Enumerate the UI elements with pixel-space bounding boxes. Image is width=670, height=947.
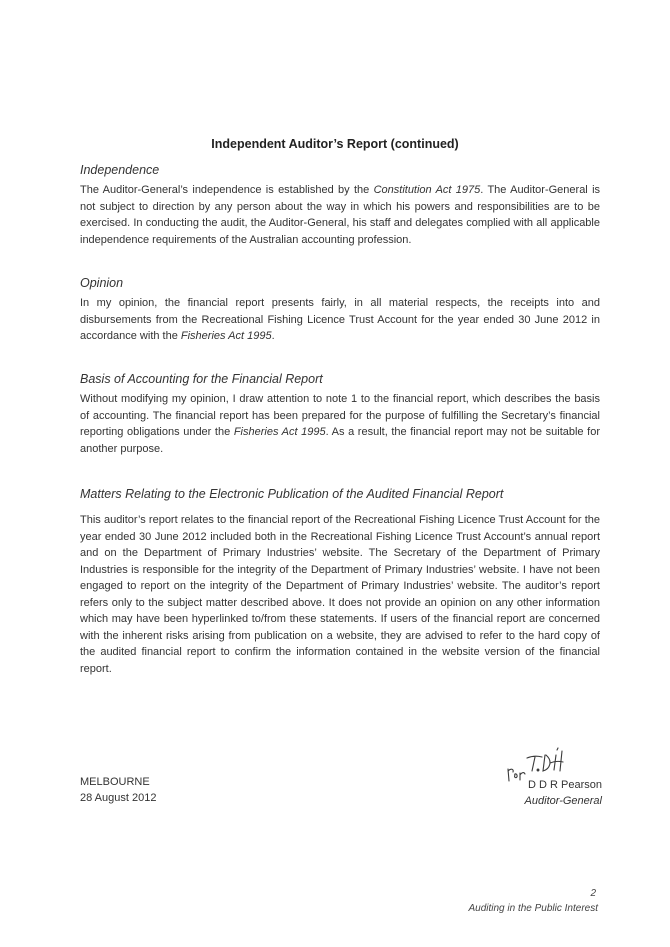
basis-heading: Basis of Accounting for the Financial Report [80,372,323,386]
opinion-text-end: . [271,330,275,342]
opinion-heading: Opinion [80,276,124,290]
independence-text-start: The Auditor-General’s independence is established by the [80,184,374,196]
report-date: 28 August 2012 [80,792,157,804]
report-title: Independent Auditor’s Report (continued) [211,137,459,151]
independence-text-end: . The Auditor-General is not subject to direction by any person about the way in which his powers and responsibilities are to be exercised. In conducting the audit, the Auditor-General, his staff and delegates complied with all applicable independence requirements of the Australian accounting profession. [80,184,601,246]
city-label: MELBOURNE [80,776,150,788]
basis-act: Fisheries Act 1995 [233,426,326,438]
opinion-text-start: In my opinion, the financial report presents fairly, in all material respects, the receipts into and disbursements from the Recreational Fishing Licence Trust Account for the year ended 30 June 2012 in accordance with the [80,297,600,342]
signatory-name: D D R Pearson [528,779,602,791]
opinion-paragraph [80,295,600,345]
basis-text-start: Without modifying my opinion, I draw attention to note 1 to the financial report, which describes the basis of accounting. The financial report has been prepared for the purpose of fulfilling the Secretary’s financial reporting obligations under the [80,393,600,438]
independence-paragraph [80,182,600,248]
page-number: 2 [590,888,596,899]
independence-heading: Independence [80,163,160,177]
signatory-role: Auditor-General [524,795,602,807]
footer-tagline: Auditing in the Public Interest [468,903,598,914]
basis-paragraph [80,391,600,457]
electronic-heading: Matters Relating to the Electronic Publication of the Audited Financial Report [80,487,504,501]
electronic-paragraph: This auditor’s report relates to the financial report of the Recreational Fishing Licence Trust Account for the year ended 30 June 2012 included both in the Recreational Fishing Licence Trust Account’s annual report and on the Department of Primary Industries’ website. The Secretary of the Department of Primary Industries is responsible for the integrity of the Department of Primary Industries’ website. I have not been engaged to report on the integrity of the Department of Primary Industries’ website. The auditor’s report refers only to the subject matter described above. It does not provide an opinion on any other information which may have been hyperlinked to/from these statements. If users of the financial report are concerned with the inherent risks arising from publication on a website, they are advised to refer to the hard copy of the audited financial report to confirm the information contained in the website version of the financial report. [80,514,600,675]
place-date-block [80,774,156,806]
opinion-act: Fisheries Act 1995 [180,330,272,342]
independence-act: Constitution Act 1975 [373,184,481,196]
signatory-block [525,777,602,809]
basis-text-end: . As a result, the financial report may not be suitable for another purpose. [80,426,600,455]
